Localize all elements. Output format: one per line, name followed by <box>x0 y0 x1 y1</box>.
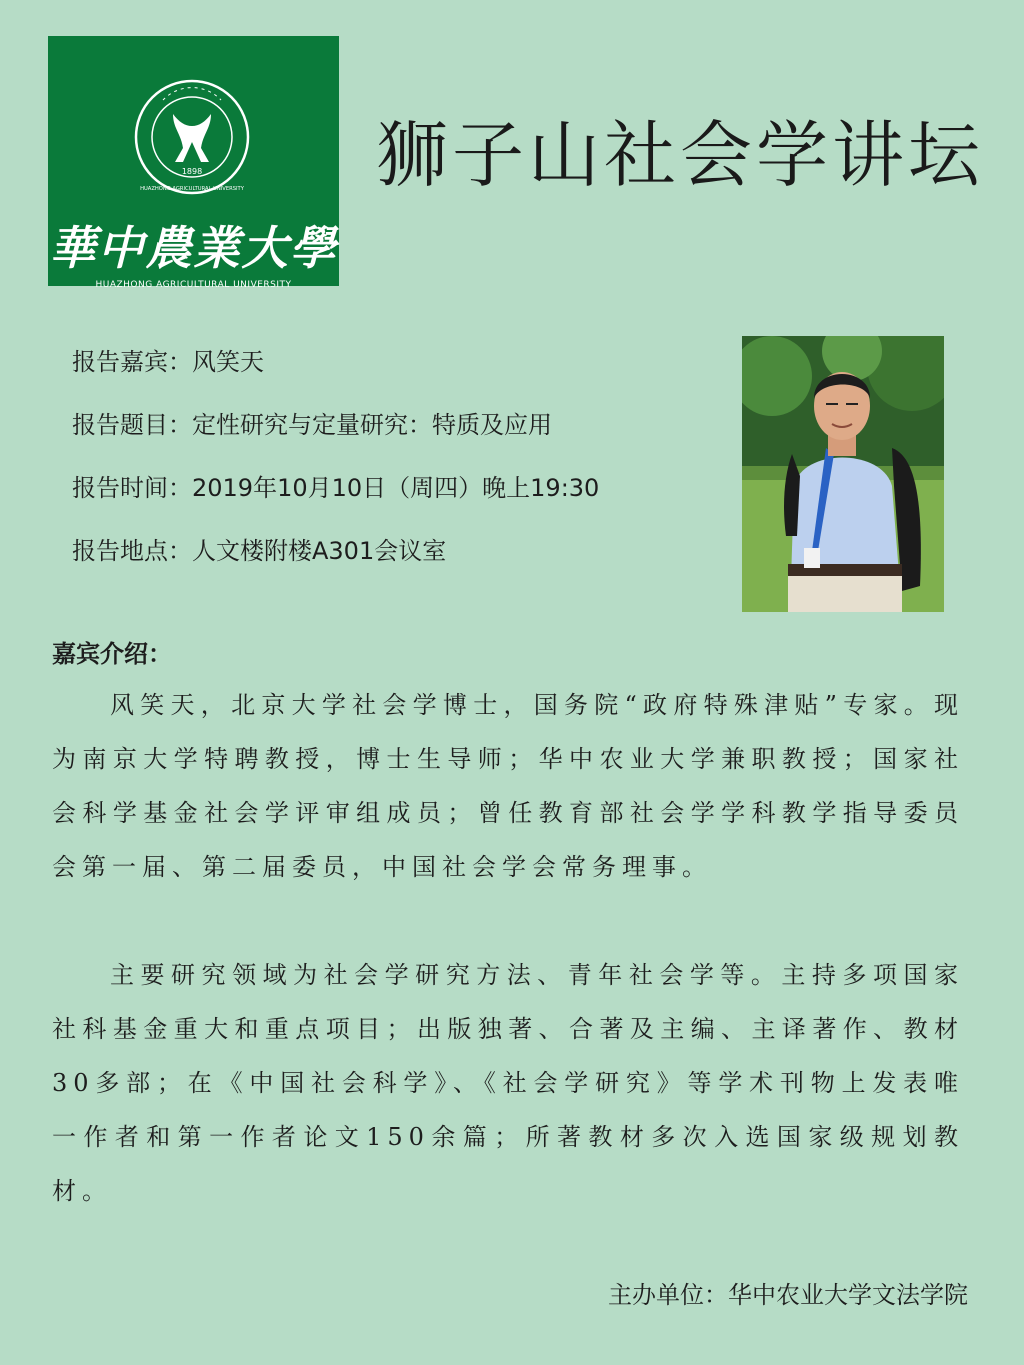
info-location: 报告地点：人文楼附楼A301会议室 <box>72 537 447 565</box>
university-logo <box>48 36 339 290</box>
page-title: 狮子山社会学讲坛 <box>376 113 985 197</box>
bio-paragraph-1: 风笑天，北京大学社会学博士，国务院“政府特殊津贴”专家。现为南京大学特聘教授，博士生导师；华中农业大学兼职教授；国家社会科学基金社会学评审组成员；曾任教育部社会学学科教学指导委员会第一届、第二届委员，中国社会学会常务理事。 <box>52 691 964 881</box>
university-name-en: HUAZHONG AGRICULTURAL UNIVERSITY <box>95 280 292 290</box>
seal-ring-text: HUAZHONG AGRICULTURAL UNIVERSITY <box>140 186 244 192</box>
info-time: 报告时间：2019年10月10日（周四）晚上19:30 <box>72 474 600 502</box>
seal-year: 1898 <box>181 167 203 176</box>
organizer: 主办单位：华中农业大学文法学院 <box>608 1281 968 1309</box>
speaker-photo <box>742 336 944 612</box>
info-speaker: 报告嘉宾：风笑天 <box>72 348 264 376</box>
university-name-cn: 華中農業大學 <box>49 221 338 275</box>
info-topic: 报告题目：定性研究与定量研究：特质及应用 <box>72 411 552 439</box>
speaker-portrait-icon <box>742 336 944 612</box>
university-seal-icon <box>133 78 251 196</box>
bio-heading: 嘉宾介绍： <box>52 640 172 668</box>
bio-paragraph-2: 主要研究领域为社会学研究方法、青年社会学等。主持多项国家社科基金重大和重点项目；出版独著、合著及主编、主译著作、教材30多部；在《中国社会科学》、《社会学研究》等学术刊物上发表唯一作者和第一作者论文150余篇；所著教材多次入选国家级规划教材。 <box>52 961 964 1205</box>
